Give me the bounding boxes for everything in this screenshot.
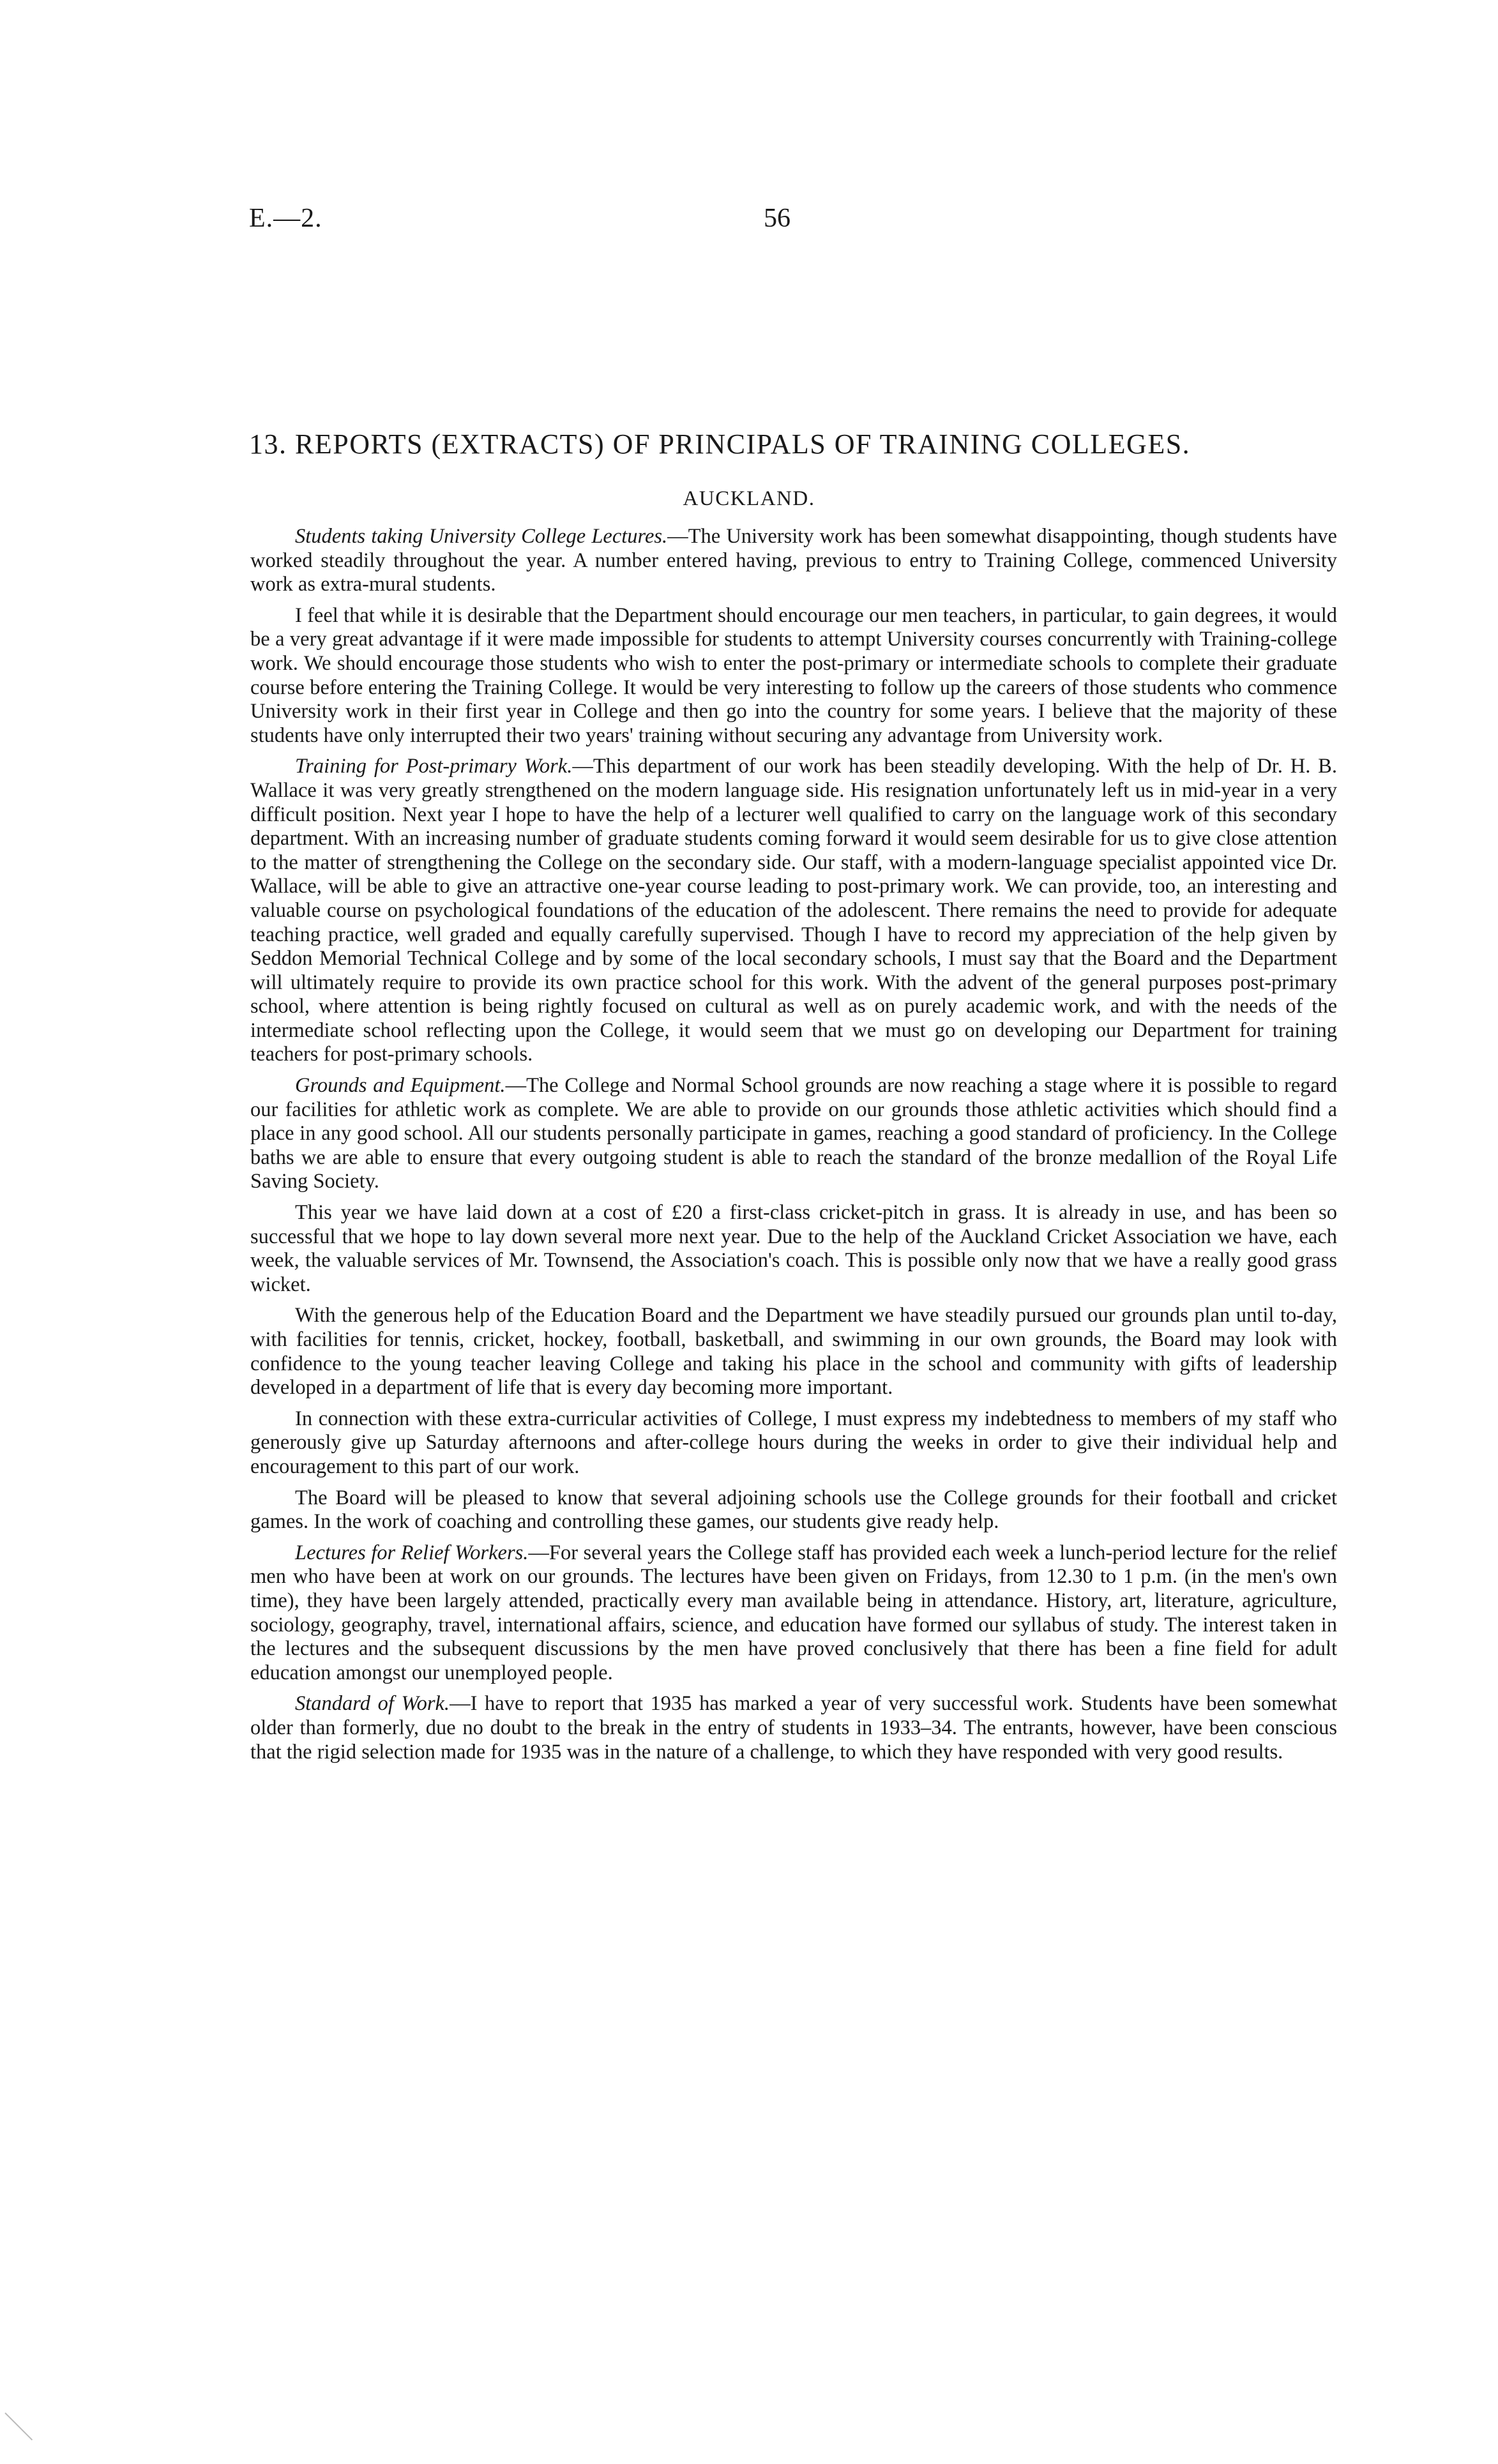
paragraph-text: In connection with these extra-curricular activities of College, I must express my indebtedness to members of my staff who generously give up Saturday afternoons and after-college hours during the weeks in order to give their individual help and encouragement to this part of our work. (250, 1407, 1337, 1478)
paragraph-grounds (250, 1074, 1337, 1194)
paragraph-extra-curricular (250, 1407, 1337, 1479)
paragraph-lead: Standard of Work. (295, 1692, 450, 1716)
paragraph-text: —The University work has been somewhat disappointing, though students have worked steadily throughout the year. A number entered having, previous to entry to Training College, commenced University work as extra-mural students. (250, 525, 1337, 596)
paragraph-text: This year we have laid down at a cost of £20 a first-class cricket-pitch in grass. It is already in use, and has been so successful that we hope to lay down several more next year. Due to the help of the Auckland Cricket Association we have, each week, the valuable services of Mr. Townsend, the Association's coach. This is possible only now that we have a really good grass wicket. (250, 1201, 1337, 1296)
scan-corner-mark (4, 2412, 33, 2440)
paragraph-text: —For several years the College staff has provided each week a lunch-period lecture for the relief men who have been at work on our grounds. The lectures have been given on Fridays, from 12.30 to 1 p.m. (in the men's own time), they have been largely attended, practically every man available being in attendance. History, art, literature, agriculture, sociology, geography, travel, international affairs, science, and education have formed our syllabus of study. The interest taken in the lectures and the subsequent discussions by the men have proved conclusively that there has been a fine field for adult education amongst our unemployed people. (250, 1541, 1337, 1684)
paragraph-text: With the generous help of the Education Board and the Department we have steadily pursued our grounds plan until to-day, with facilities for tennis, cricket, hockey, football, basketball, and swimming in our own grounds, the Board may look with confidence to the young teacher leaving College and taking his place in the school and community with gifts of leadership developed in a department of life that is every day becoming more important. (250, 1304, 1337, 1400)
paragraph-standard-of-work (250, 1692, 1337, 1764)
section-subheading: AUCKLAND. (683, 487, 815, 510)
paragraph-lead: Lectures for Relief Workers. (295, 1541, 529, 1564)
page-reference: E.—2. (249, 204, 322, 233)
paragraph-grounds-plan (250, 1304, 1337, 1400)
paragraph-lead: Students taking University College Lectures. (295, 525, 668, 548)
paragraph-lead: Grounds and Equipment. (295, 1074, 506, 1098)
paragraph-text: The Board will be pleased to know that several adjoining schools use the College grounds for their football and cricket games. In the work of coaching and controlling these games, our students give ready help. (250, 1486, 1337, 1534)
paragraph-cricket-pitch (250, 1201, 1337, 1297)
paragraph-university-lectures (250, 525, 1337, 597)
section-title: 13. REPORTS (EXTRACTS) OF PRINCIPALS OF TRAINING COLLEGES. (249, 428, 1191, 460)
paragraph-text: —This department of our work has been steadily developing. With the help of Dr. H. B. Wallace it was very greatly strengthened on the modern language side. His resignation unfortunately left us in mid-year in a very difficult position. Next year I hope to have the help of a lecturer well qualified to carry on the language work of this secondary department. With an increasing number of graduate students coming forward it would seem desirable for us to give close attention to the matter of strengthening the College on the secondary side. Our staff, with a modern-language specialist appointed vice Dr. Wallace, will be able to give an attractive one-year course leading to post-primary work. We can provide, too, an interesting and valuable course on psychological foundations of the education of the adolescent. There remains the need to provide for adequate teaching practice, well graded and equally carefully supervised. Though I have to record my appreciation of the help given by Seddon Memorial Technical College and by some of the local secondary schools, I must say that the Board and the Department will ultimately require to provide its own practice school for this work. With the advent of the general purposes post-primary school, where attention is being rightly focused on cultural as well as on purely academic work, and with the needs of the intermediate school reflecting upon the College, it would seem that we must go on developing our Department for training teachers for post-primary schools. (250, 755, 1337, 1066)
paragraph-text: I feel that while it is desirable that the Department should encourage our men teachers, in particular, to gain degrees, it would be a very great advantage if it were made impossible for students to attempt University courses concurrently with Training-college work. We should encourage those students who wish to enter the post-primary or intermediate schools to complete their graduate course before entering the Training College. It would be very interesting to follow up the careers of those students who commence University work in their first year in College and then go into the country for some years. I believe that the majority of these students have only interrupted their two years' training without securing any advantage from University work. (250, 603, 1337, 747)
paragraph-adjoining-schools (250, 1486, 1337, 1534)
paragraph-text: —The College and Normal School grounds are now reaching a stage where it is possible to regard our facilities for athletic work as complete. We are able to provide on our grounds those athletic activities which should find a place in any good school. All our students personally participate in games, reaching a good standard of proficiency. In the College baths we are able to ensure that every outgoing student is able to reach the standard of the bronze medallion of the Royal Life Saving Society. (250, 1074, 1337, 1193)
paragraph-text: —I have to report that 1935 has marked a year of very successful work. Students have been somewhat older than formerly, due no doubt to the break in the entry of students in 1933–34. The entrants, however, have been conscious that the rigid selection made for 1935 was in the nature of a challenge, to which they have responded with very good results. (250, 1692, 1337, 1764)
paragraph-lead: Training for Post-primary Work. (295, 755, 573, 778)
paragraph-post-primary (250, 755, 1337, 1067)
paragraph-relief-workers (250, 1541, 1337, 1686)
page-number: 56 (764, 204, 791, 233)
paragraph-degrees (250, 604, 1337, 748)
report-body (250, 525, 1337, 1771)
